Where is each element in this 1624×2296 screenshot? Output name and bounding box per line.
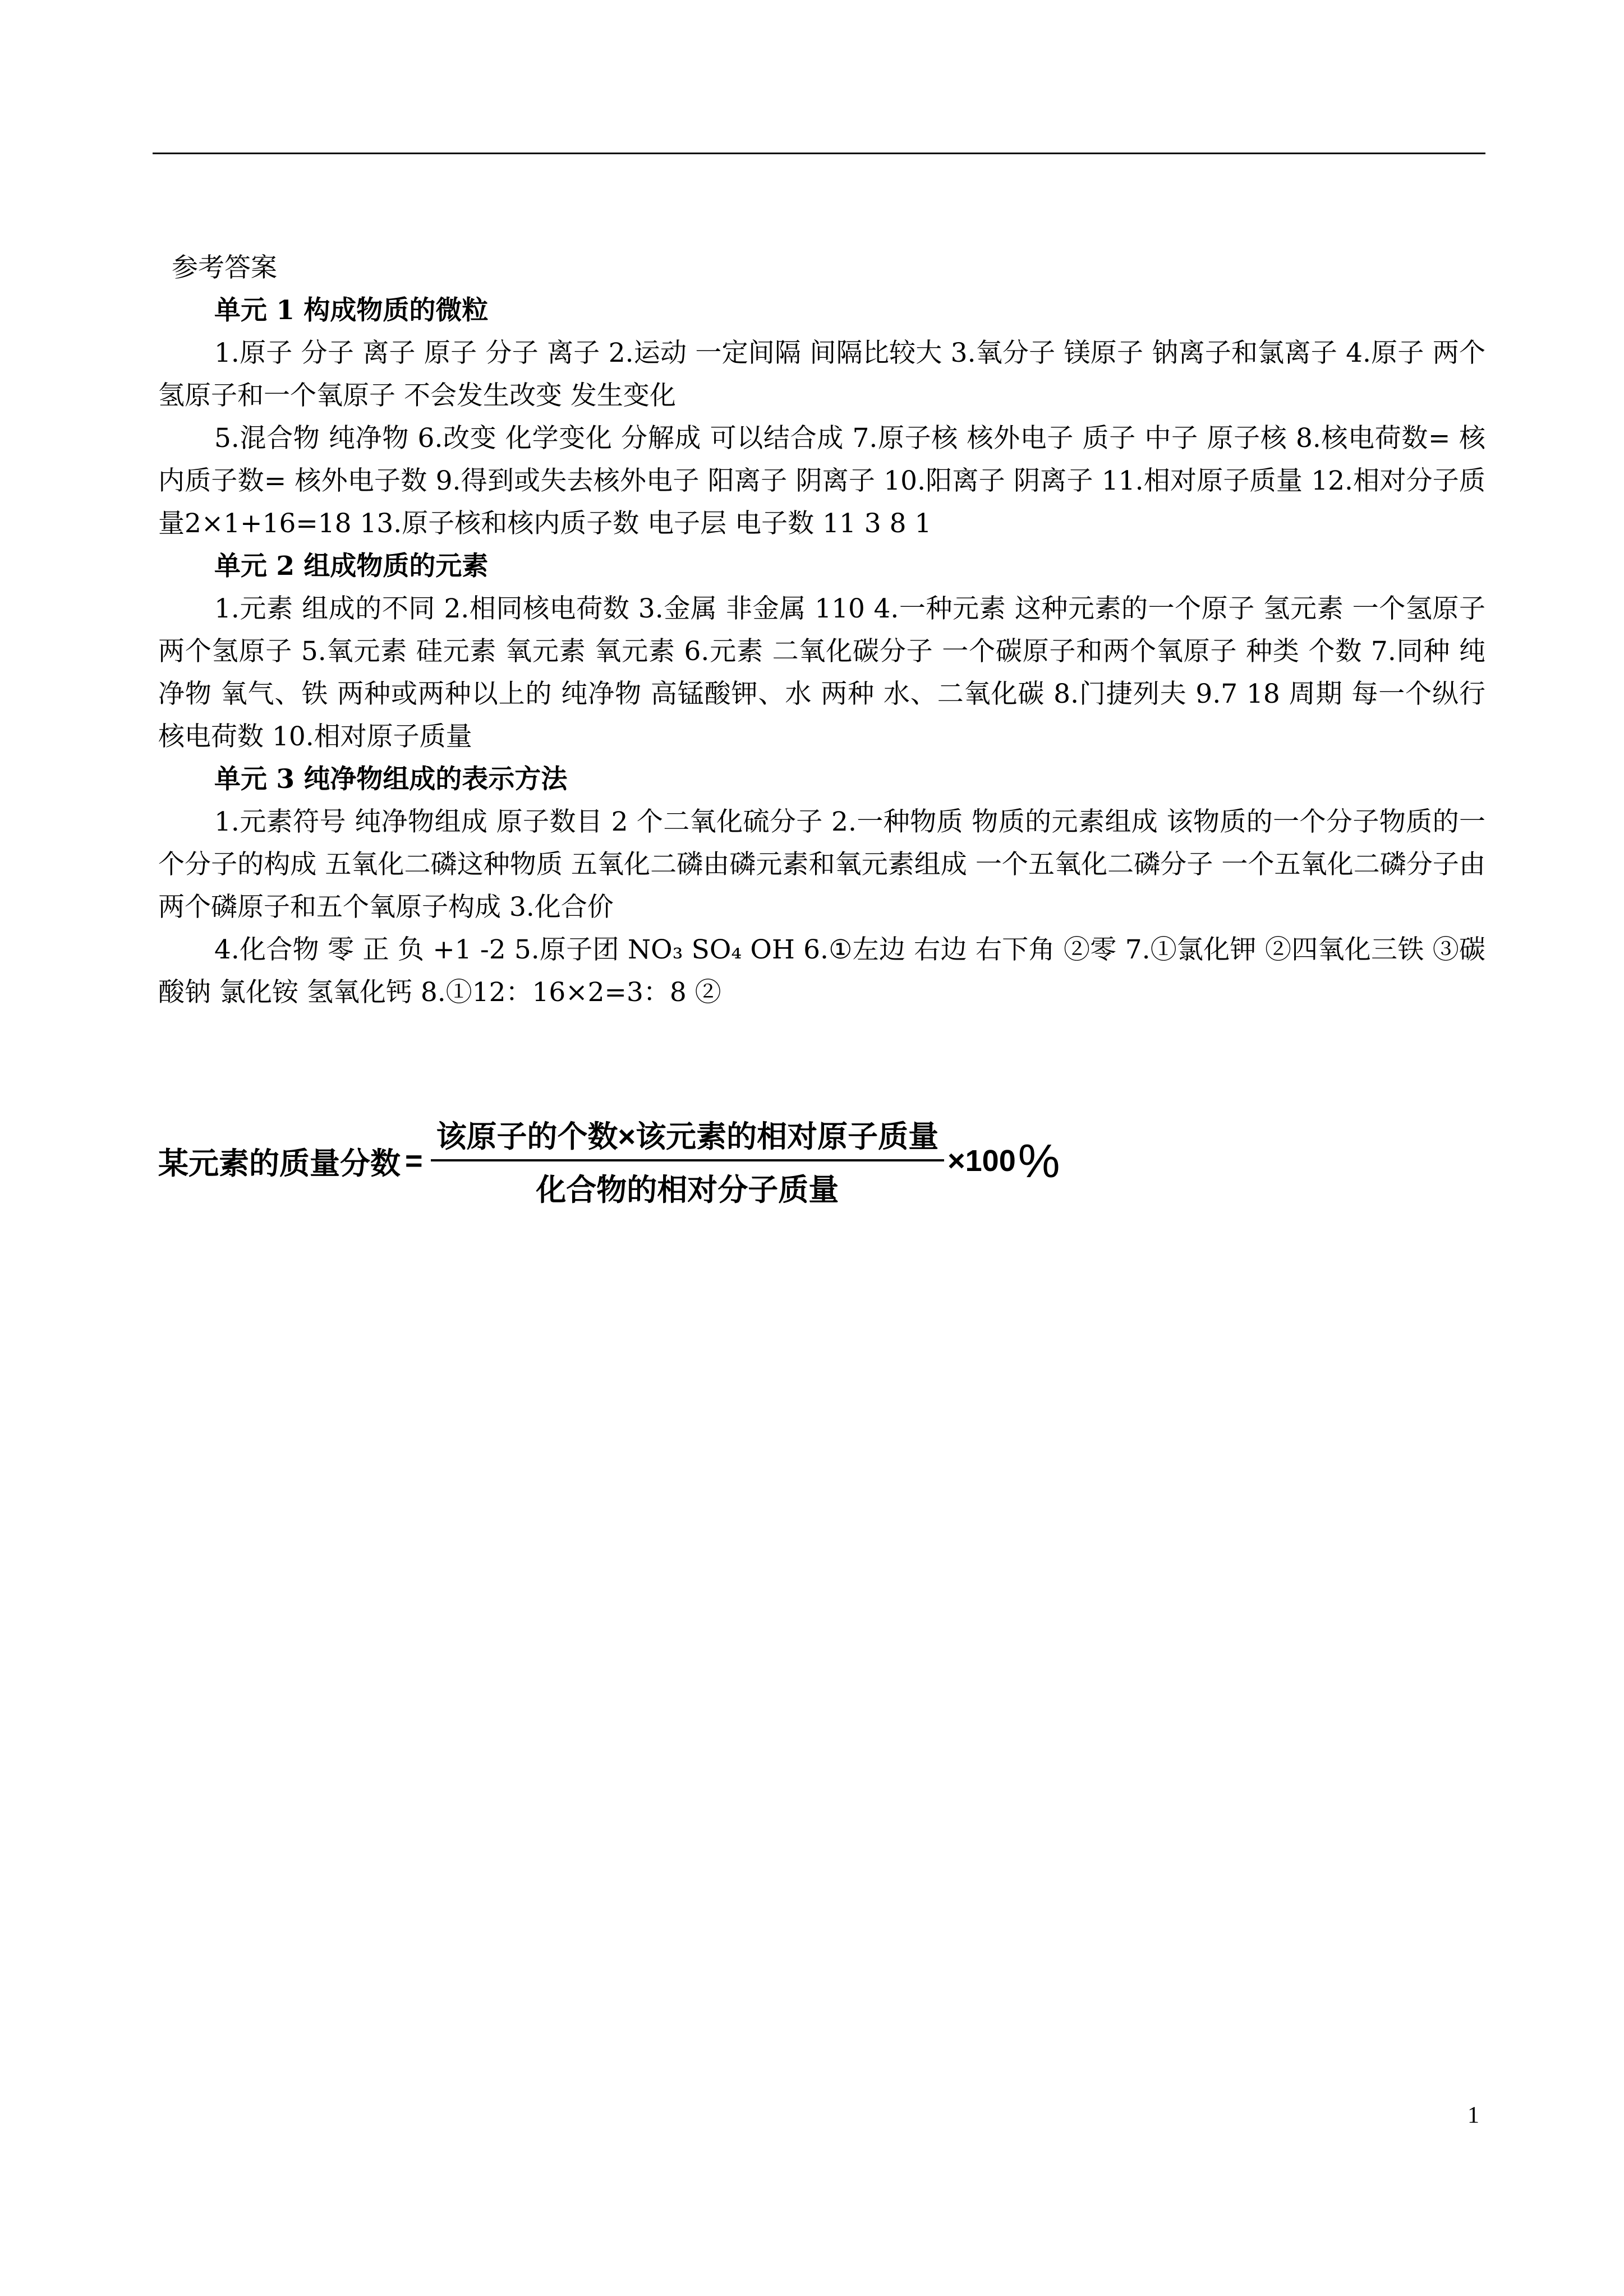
unit-2-heading: 单元 2 组成物质的元素 bbox=[214, 551, 489, 582]
formula-equals: = bbox=[405, 1144, 423, 1178]
unit-3-answers-part-2: 4.化合物 零 正 负 +1 -2 5.原子团 NO₃ SO₄ OH 6.①左边 右边 右下角 ②零 7.①氯化钾 ②四氧化三铁 ③碳酸钠 氯化铵 氢氧化钙 8.①12：16×2=3：8 ② bbox=[158, 934, 1485, 1008]
unit-1-answers-part-1: 1.原子 分子 离子 原子 分子 离子 2.运动 一定间隔 间隔比较大 3.氧分子 镁原子 钠离子和氯离子 4.原子 两个氢原子和一个氧原子 不会发生改变 发生变化 bbox=[158, 338, 1485, 411]
unit-1-heading: 单元 1 构成物质的微粒 bbox=[214, 295, 489, 326]
document-title: 参考答案 bbox=[172, 252, 277, 283]
unit-3-answers-part-1: 1.元素符号 纯净物组成 原子数目 2 个二氧化硫分子 2.一种物质 物质的元素组成 该物质的一个分子物质的一个分子的构成 五氧化二磷这种物质 五氧化二磷由磷元素和氧元素组成 一个五氧化二磷分子 一个五氧化二磷分子由两个磷原子和五个氧原子构成 3.化合价 bbox=[158, 806, 1485, 923]
formula-lhs: 某元素的质量分数 bbox=[158, 1146, 401, 1181]
answer-key-content bbox=[158, 247, 1485, 1014]
formula-denominator: 化合物的相对分子质量 bbox=[536, 1173, 839, 1207]
unit-2-answers: 1.元素 组成的不同 2.相同核电荷数 3.金属 非金属 110 4.一种元素 这种元素的一个原子 氢元素 一个氢原子 两个氢原子 5.氧元素 硅元素 氧元素 氧元素 6.元素 二氧化碳分子 一个碳原子和两个氧原子 种类 个数 7.同种 纯净物 氧气、铁 两种或两种以上的 纯净物 高锰酸钾、水 两种 水、二氧化碳 8.门捷列夫 9.7 18 周期 每一个纵行 核电荷数 10.相对原子质量 bbox=[158, 593, 1485, 752]
mass-fraction-formula bbox=[158, 1116, 1060, 1206]
formula-times-100: ×100 bbox=[947, 1144, 1016, 1178]
header-rule bbox=[153, 153, 1485, 154]
unit-1-answers-part-2: 5.混合物 纯净物 6.改变 化学变化 分解成 可以结合成 7.原子核 核外电子 质子 中子 原子核 8.核电荷数= 核内质子数= 核外电子数 9.得到或失去核外电子 阳离子 阴离子 10.阳离子 阴离子 11.相对原子质量 12.相对分子质量2×1+16=18 13.原子核和核内质子数 电子层 电子数 11 3 8 1 bbox=[158, 423, 1485, 539]
formula-percent-sign: % bbox=[1018, 1134, 1060, 1187]
unit-3-heading: 单元 3 纯净物组成的表示方法 bbox=[214, 764, 568, 795]
formula-fraction bbox=[431, 1113, 945, 1209]
page-number: 1 bbox=[1467, 2103, 1479, 2128]
formula-numerator: 该原子的个数×该元素的相对原子质量 bbox=[431, 1113, 945, 1161]
